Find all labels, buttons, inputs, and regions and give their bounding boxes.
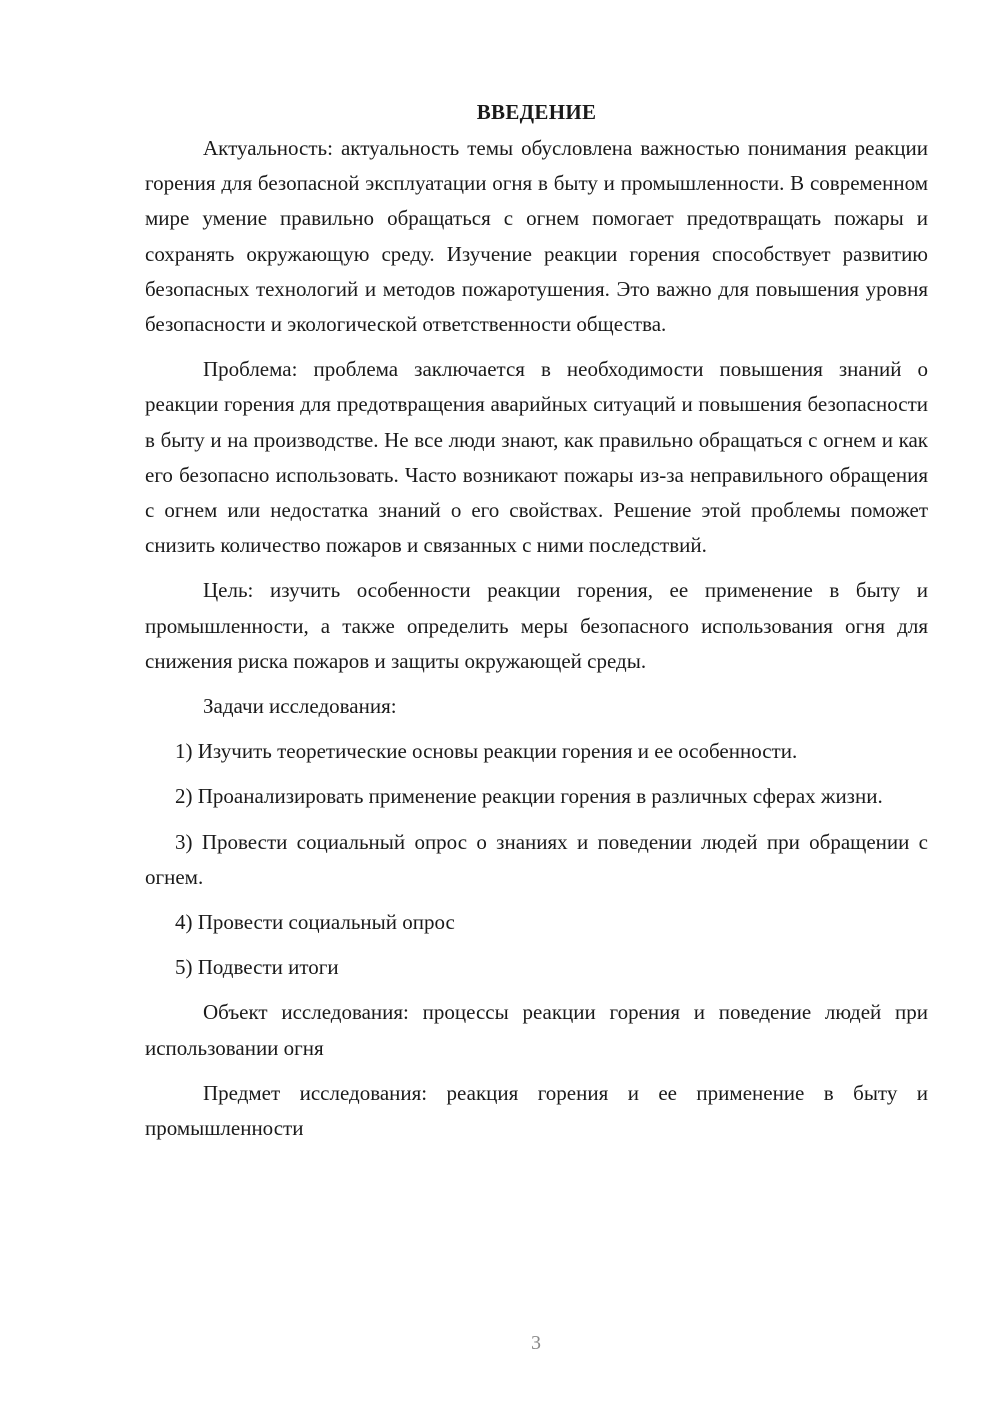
tasks-heading: Задачи исследования:: [203, 694, 397, 719]
page-title: ВВЕДЕНИЕ: [476, 100, 597, 124]
task-item-1: 1) Изучить теоретические основы реакции горения и ее особенности.: [175, 739, 798, 764]
task-item-4: 4) Провести социальный опрос: [175, 910, 455, 935]
paragraph-subject: Предмет исследования: реакция горения и ее применение в быту и промышленности: [145, 1080, 928, 1141]
paragraph-object: Объект исследования: процессы реакции горения и поведение людей при использовании огня: [145, 1000, 928, 1060]
paragraph-relevance: Актуальность: актуальность темы обусловлена важностью понимания реакции горения для безопасной эксплуатации огня в быту и промышленности. В современном мире умение правильно обращаться с огнем помогает предотвращать пожары и сохранять окружающую среду. Изучение реакции горения способствует развитию безопасных технологий и методов пожаротушения. Это важно для повышения уровня безопасности и экологической ответственности общества.: [145, 136, 928, 337]
task-item-5: 5) Подвести итоги: [175, 955, 339, 980]
paragraph-goal: Цель: изучить особенности реакции горения, ее применение в быту и промышленности, а также определить меры безопасного использования огня для снижения риска пожаров и защиты окружающей среды.: [145, 578, 928, 673]
document-page: [145, 97, 928, 1156]
paragraph-problem: Проблема: проблема заключается в необходимости повышения знаний о реакции горения для предотвращения аварийных ситуаций и повышения безопасности в быту и на производстве. Не все люди знают, как правильно обращаться с огнем и как его безопасно использовать. Часто возникают пожары из-за неправильного обращения с огнем или недостатка знаний о его свойствах. Решение этой проблемы поможет снизить количество пожаров и связанных с ними последствий.: [145, 357, 928, 558]
page-number: 3: [531, 1332, 541, 1354]
task-item-3: 3) Провести социальный опрос о знаниях и поведении людей при обращении с огнем.: [145, 829, 928, 889]
task-item-2: 2) Проанализировать применение реакции горения в различных сферах жизни.: [175, 784, 883, 809]
